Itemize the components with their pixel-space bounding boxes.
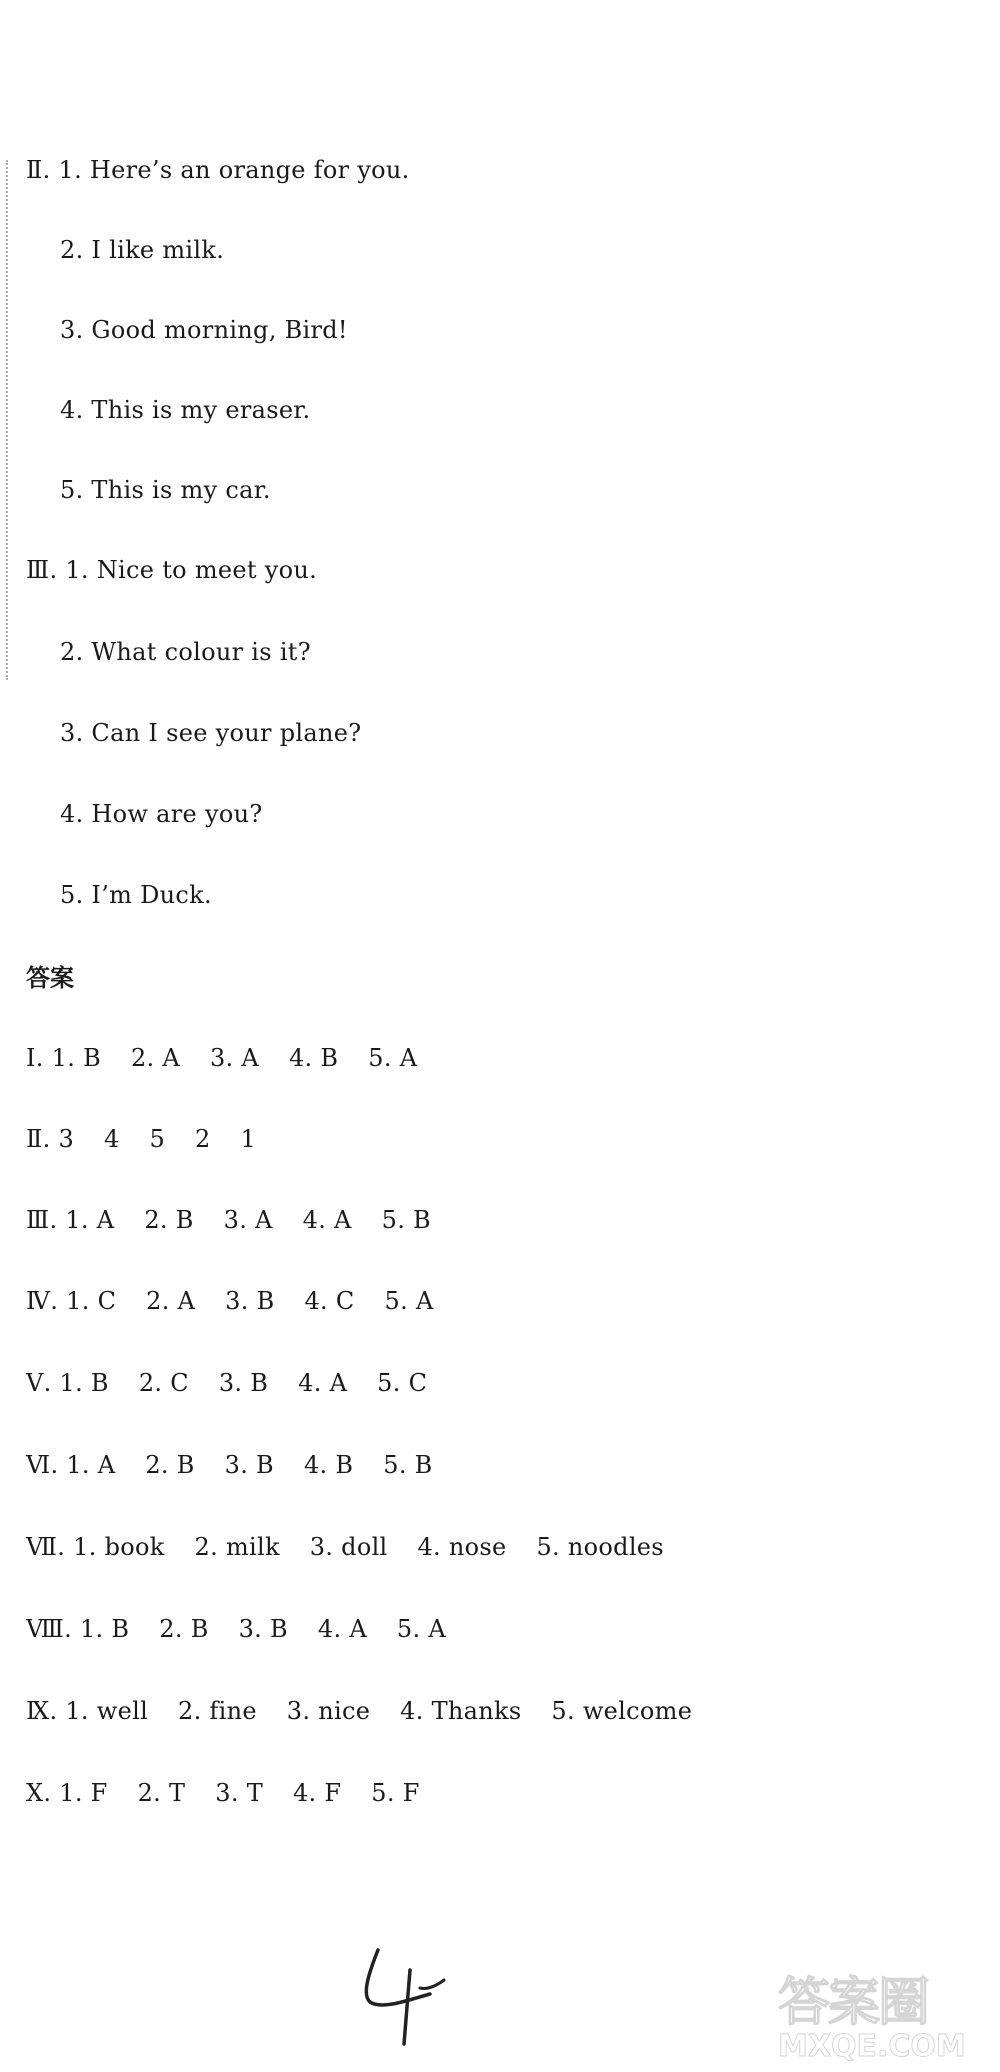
answer-row-numeral: Ⅰ bbox=[26, 1044, 36, 1072]
answer-item: 1. A bbox=[65, 1206, 115, 1234]
answer-item: 3. nice bbox=[286, 1697, 371, 1725]
answer-row-numeral: Ⅹ bbox=[26, 1779, 44, 1807]
answer-row-6 bbox=[26, 1450, 455, 1480]
answer-item: 3. B bbox=[218, 1369, 269, 1397]
answer-item: 4. B bbox=[288, 1044, 339, 1072]
answer-row-separator: . bbox=[35, 1044, 52, 1072]
answer-item: 4. nose bbox=[417, 1533, 507, 1561]
section-ii-separator: . bbox=[42, 156, 51, 184]
section-iii-line-5: 5. I’m Duck. bbox=[60, 881, 212, 909]
answer-item: 4. B bbox=[303, 1451, 354, 1479]
section-iii-item-1: 1. Nice to meet you. bbox=[65, 556, 318, 584]
answer-item: 5. B bbox=[383, 1451, 433, 1479]
answer-item: 2. fine bbox=[178, 1697, 257, 1725]
answer-item: 4. Thanks bbox=[400, 1697, 522, 1725]
answer-item: 2. C bbox=[138, 1369, 189, 1397]
section-ii-line-3: 3. Good morning, Bird! bbox=[60, 316, 348, 344]
answer-row-separator: . bbox=[49, 1206, 66, 1234]
answer-item: 1. book bbox=[73, 1533, 165, 1561]
answer-item: 2 bbox=[195, 1125, 211, 1153]
answer-item: 3. T bbox=[215, 1779, 264, 1807]
handwritten-page-mark bbox=[360, 1940, 450, 2050]
answer-item: 5. A bbox=[384, 1287, 434, 1315]
section-iii-separator: . bbox=[49, 556, 58, 584]
answer-item: 3. B bbox=[225, 1287, 275, 1315]
answer-item: 1. B bbox=[59, 1369, 109, 1397]
section-ii-line-5: 5. This is my car. bbox=[60, 476, 271, 504]
answer-item: 2. T bbox=[137, 1779, 186, 1807]
answer-row-numeral: Ⅲ bbox=[26, 1206, 50, 1234]
answer-row-separator: . bbox=[42, 1125, 59, 1153]
section-ii-line-2: 2. I like milk. bbox=[60, 236, 225, 264]
answer-item: 3. doll bbox=[309, 1533, 388, 1561]
answer-item: 3 bbox=[58, 1125, 75, 1153]
section-iii-numeral: Ⅲ bbox=[26, 556, 50, 584]
answer-item: 5 bbox=[149, 1125, 166, 1153]
dotted-margin-line bbox=[6, 160, 8, 680]
answer-row-separator: . bbox=[64, 1615, 80, 1643]
answer-row-numeral: Ⅱ bbox=[26, 1125, 43, 1153]
answer-item: 5. A bbox=[368, 1044, 418, 1072]
answer-item: 4. F bbox=[292, 1779, 342, 1807]
answer-item: 3. A bbox=[209, 1044, 260, 1072]
section-iii-line-1 bbox=[26, 555, 317, 585]
answer-item: 1 bbox=[240, 1125, 257, 1153]
answer-item: 2. B bbox=[159, 1615, 209, 1643]
answer-item: 3. B bbox=[238, 1615, 288, 1643]
answer-item: 4. A bbox=[298, 1369, 348, 1397]
answer-item: 5. noodles bbox=[536, 1533, 664, 1561]
answer-item: 1. F bbox=[59, 1779, 108, 1807]
answer-row-9 bbox=[26, 1696, 714, 1726]
answer-item: 2. A bbox=[130, 1044, 181, 1072]
answer-item: 5. F bbox=[371, 1779, 420, 1807]
answer-item: 5. welcome bbox=[551, 1697, 693, 1725]
answer-row-separator: . bbox=[49, 1697, 66, 1725]
answer-item: 2. milk bbox=[194, 1533, 280, 1561]
answer-row-separator: . bbox=[57, 1533, 74, 1561]
answer-row-2 bbox=[26, 1124, 278, 1154]
answer-row-numeral: Ⅵ bbox=[26, 1451, 51, 1479]
answer-item: 1. C bbox=[66, 1287, 117, 1315]
answers-heading: 答案 bbox=[26, 964, 74, 992]
answer-item: 4. A bbox=[317, 1615, 367, 1643]
answer-item: 2. B bbox=[144, 1206, 194, 1234]
answer-item: 4 bbox=[104, 1125, 120, 1153]
section-iii-line-3: 3. Can I see your plane? bbox=[60, 719, 362, 747]
answer-item: 5. A bbox=[396, 1615, 446, 1643]
watermark-logo bbox=[778, 1975, 993, 2067]
answer-item: 4. C bbox=[304, 1287, 355, 1315]
section-ii-numeral: Ⅱ bbox=[26, 156, 43, 184]
watermark-top-text: 答案圈 bbox=[778, 1973, 929, 2033]
answer-item: 2. A bbox=[146, 1287, 196, 1315]
answer-item: 1. A bbox=[66, 1451, 116, 1479]
answer-row-4 bbox=[26, 1286, 456, 1316]
answer-row-numeral: Ⅴ bbox=[26, 1369, 44, 1397]
section-ii-line-4: 4. This is my eraser. bbox=[60, 396, 311, 424]
answer-row-separator: . bbox=[50, 1287, 67, 1315]
answer-item: 1. B bbox=[51, 1044, 102, 1072]
answer-item: 2. B bbox=[145, 1451, 195, 1479]
answer-item: 3. A bbox=[223, 1206, 273, 1234]
answer-row-numeral: Ⅶ bbox=[26, 1533, 58, 1561]
answer-row-10 bbox=[26, 1778, 442, 1808]
section-iii-line-4: 4. How are you? bbox=[60, 800, 263, 828]
section-ii-line-1 bbox=[26, 155, 410, 185]
answer-row-8 bbox=[26, 1614, 468, 1644]
answer-row-5 bbox=[26, 1368, 449, 1398]
answer-item: 1. B bbox=[79, 1615, 130, 1643]
answer-item: 4. A bbox=[302, 1206, 352, 1234]
section-ii-item-1: 1. Here’s an orange for you. bbox=[58, 156, 410, 184]
watermark-bottom-text: MXQE.COM bbox=[778, 2029, 966, 2064]
answer-row-7 bbox=[26, 1532, 686, 1562]
answer-row-separator: . bbox=[50, 1451, 67, 1479]
answer-row-numeral: Ⅸ bbox=[26, 1697, 50, 1725]
answer-item: 5. B bbox=[381, 1206, 431, 1234]
answer-row-separator: . bbox=[43, 1779, 60, 1807]
answer-item: 1. well bbox=[65, 1697, 149, 1725]
answer-row-numeral: Ⅳ bbox=[26, 1287, 51, 1315]
answer-row-separator: . bbox=[43, 1369, 60, 1397]
section-iii-line-2: 2. What colour is it? bbox=[60, 638, 311, 666]
answer-row-3 bbox=[26, 1205, 453, 1235]
answer-item: 3. B bbox=[224, 1451, 274, 1479]
answer-row-numeral: Ⅷ bbox=[26, 1615, 65, 1643]
answer-item: 5. C bbox=[377, 1369, 428, 1397]
answer-row-1 bbox=[26, 1043, 439, 1073]
